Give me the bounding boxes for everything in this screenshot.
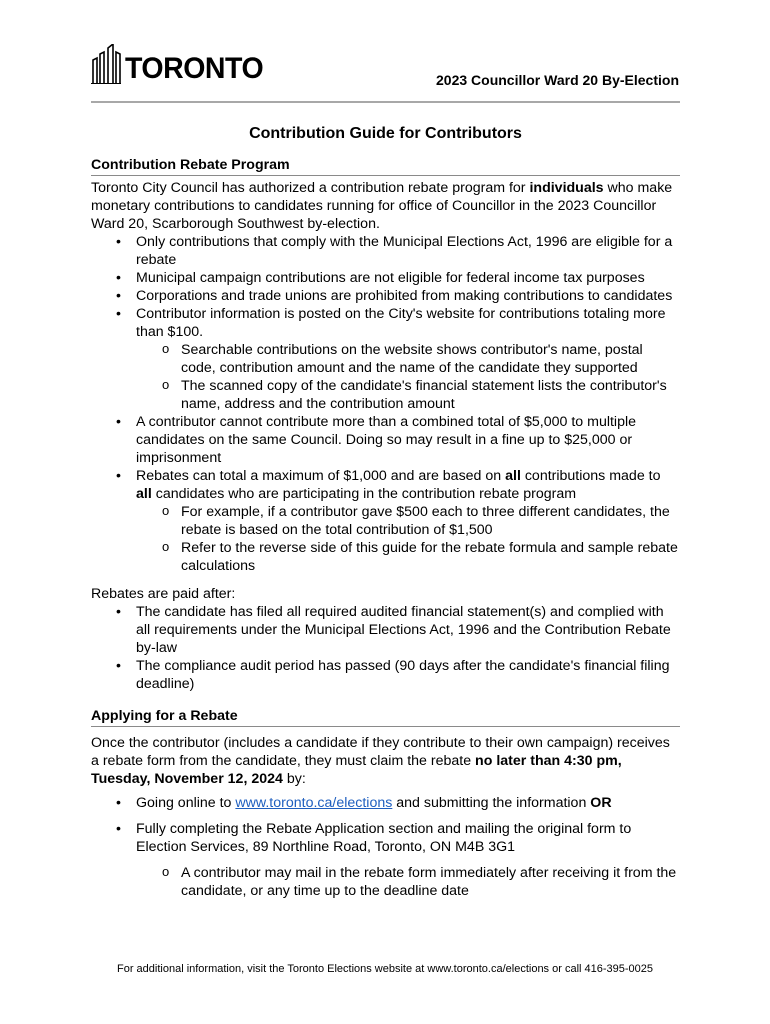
page-footer: For additional information, visit the Toronto Elections website at www.toronto.ca/elections or call 416-395-0025 (116, 963, 654, 975)
list-item: • A contributor cannot contribute more than a combined total of $5,000 to multiple candidates on the same Council. Doing so may result in a fine up to $25,000 or imprisonment (91, 413, 680, 467)
header-divider (91, 101, 680, 103)
intro-paragraph: Toronto City Council has authorized a contribution rebate program for individuals who make monetary contributions to candidates running for office of Councillor in the 2023 Councillor Ward 20, Scarborough Southwest by-election. (91, 180, 673, 232)
list-item: • Contributor information is posted on the City's website for contributions totaling more than $100. o Searchable contributions on the website shows contributor's name, postal code, contribution amount and the name of the candidate they supported o The scanned copy of the candidate's financial statement lists the contributor's name, address and the contribution amount (91, 305, 680, 413)
list-item: • Fully completing the Rebate Application section and mailing the original form to Election Services, 89 Northline Road, Toronto, ON M4B 3G1 o A contributor may mail in the rebate form immediately after receiving it from the candidate, or any time up to the deadline date (91, 820, 680, 900)
applying-paragraph: Once the contributor (includes a candidate if they contribute to their own campaign) receives a rebate form from the candidate, they must claim the rebate no later than 4:30 pm, Tuesday, November 12, 2024 by: (91, 735, 670, 787)
list-item: o Searchable contributions on the website shows contributor's name, postal code, contribution amount and the name of the candidate they supported (136, 341, 680, 377)
section-heading-applying: Applying for a Rebate (91, 707, 680, 727)
list-item: • Rebates can total a maximum of $1,000 and are based on all contributions made to all candidates who are participating in the contribution rebate program o For example, if a contributor gave $500 each to three different candidates, the rebate is based on the total contribution of $1,500 o Refer to the reverse side of this guide for the rebate formula and sample rebate calculations (91, 467, 680, 575)
toronto-logo (90, 44, 270, 84)
rebate-rules-list (91, 233, 680, 575)
page-title: Contribution Guide for Contributors (249, 125, 522, 142)
document-body (91, 156, 680, 900)
applying-options-list (91, 794, 680, 900)
logo-wordmark: TORONTO (125, 52, 264, 85)
list-item: • Only contributions that comply with the Municipal Elections Act, 1996 are eligible for a rebate (91, 233, 680, 269)
list-item: • Going online to www.toronto.ca/elections and submitting the information OR (91, 794, 680, 812)
list-item: • The candidate has filed all required audited financial statement(s) and complied with all requirements under the Municipal Elections Act, 1996 and the Contribution Rebate by-law (91, 603, 680, 657)
list-item: • Municipal campaign contributions are not eligible for federal income tax purposes (91, 269, 680, 287)
list-item: o A contributor may mail in the rebate form immediately after receiving it from the candidate, or any time up to the deadline date (136, 864, 680, 900)
paid-after-label: Rebates are paid after: (91, 586, 236, 602)
section-heading-rebate-program: Contribution Rebate Program (91, 156, 680, 176)
list-item: o Refer to the reverse side of this guide for the rebate formula and sample rebate calculations (136, 539, 680, 575)
election-title: 2023 Councillor Ward 20 By-Election (436, 72, 679, 88)
paid-after-list (91, 603, 680, 693)
city-hall-logo-icon (90, 44, 122, 84)
list-item: • Corporations and trade unions are prohibited from making contributions to candidates (91, 287, 680, 305)
list-item: o The scanned copy of the candidate's financial statement lists the contributor's name, address and the contribution amount (136, 377, 680, 413)
list-item: • The compliance audit period has passed (90 days after the candidate's financial filing deadline) (91, 657, 680, 693)
list-item: o For example, if a contributor gave $500 each to three different candidates, the rebate is based on the total contribution of $1,500 (136, 503, 680, 539)
elections-website-link[interactable]: www.toronto.ca/elections (235, 795, 393, 811)
